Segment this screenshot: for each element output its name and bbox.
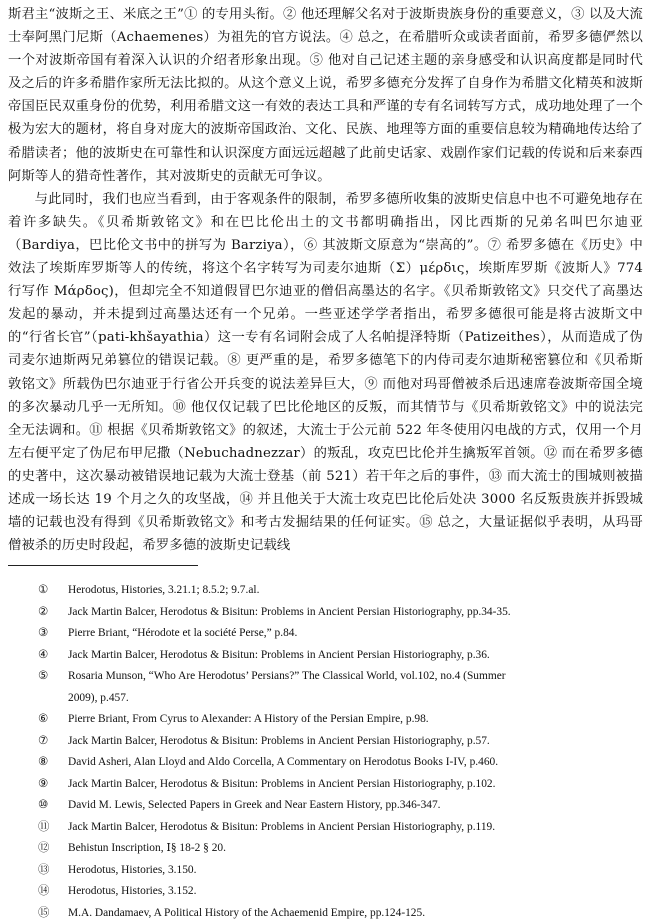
footnotes-list xyxy=(38,580,644,924)
footnote-number: ⑬ xyxy=(38,860,62,882)
footnote-number: ④ xyxy=(38,645,62,667)
footnote xyxy=(38,860,644,882)
footnote xyxy=(38,602,644,624)
footnote xyxy=(38,580,644,602)
footnote-number: ⑥ xyxy=(38,709,62,731)
footnote-text: Jack Martin Balcer, Herodotus & Bisitun: Problems in Ancient Persian Historiography, p.57. xyxy=(68,731,644,753)
footnote xyxy=(38,903,644,924)
footnote-divider xyxy=(8,565,198,566)
footnote-number: ⑧ xyxy=(38,752,62,774)
footnote xyxy=(38,709,644,731)
footnote-number: ⑭ xyxy=(38,881,62,903)
footnote xyxy=(38,881,644,903)
footnote-number: ⑫ xyxy=(38,838,62,860)
footnote-text: Jack Martin Balcer, Herodotus & Bisitun: Problems in Ancient Persian Historiography, p.36. xyxy=(68,645,644,667)
footnote-number: ① xyxy=(38,580,62,602)
footnote-text: Jack Martin Balcer, Herodotus & Bisitun: Problems in Ancient Persian Historiography, pp.34-35. xyxy=(68,602,644,624)
footnote-number: ② xyxy=(38,602,62,624)
footnote xyxy=(38,817,644,839)
footnote-text: David M. Lewis, Selected Papers in Greek and Near Eastern History, pp.346-347. xyxy=(68,795,644,817)
paragraph: 斯君主“波斯之王、米底之王”① 的专用头衔。② 他还理解父名对于波斯贵族身份的重要意义，③ 以及大流士奉阿黑门尼斯（Achaemenes）为祖先的官方说法。④ 总之，在希腊听众或读者面前，希罗多德俨然以一个对波斯帝国有着深入认识的介绍者形象出现。⑤ 他对自己记述主题的亲身感受和认识高度都是同时代及之后的许多希腊作家所无法比拟的。从这个意义上说，希罗多德充分发挥了自身作为希腊文化精英和波斯帝国臣民双重身份的优势，利用希腊文这一有效的表达工具和严谨的专有名词转写方式，成功地处理了一个极为宏大的题材，将自身对庞大的波斯帝国政治、文化、民族、地理等方面的重要信息较为精确地传达给了希腊读者；他的波斯史在可靠性和认识深度方面远远超越了此前史话家、戏剧作家们记载的传说和后来泰西阿斯等人的猎奇性著作，其对波斯史的贡献无可争议。 xyxy=(8,3,643,188)
footnote-number: ⑦ xyxy=(38,731,62,753)
footnote-text: Herodotus, Histories, 3.21.1; 8.5.2; 9.7.al. xyxy=(68,580,644,602)
footnote-text: Rosaria Munson, “Who Are Herodotus’ Persians?” The Classical World, vol.102, no.4 (Summer xyxy=(68,666,644,688)
footnote-text: M.A. Dandamaev, A Political History of the Achaemenid Empire, pp.124-125. xyxy=(68,903,644,924)
footnote-continuation: 2009), p.457. xyxy=(38,688,644,710)
footnote-text: Jack Martin Balcer, Herodotus & Bisitun: Problems in Ancient Persian Historiography, p.102. xyxy=(68,774,644,796)
footnote xyxy=(38,645,644,667)
footnote-text: Herodotus, Histories, 3.152. xyxy=(68,881,644,903)
footnote-text: Jack Martin Balcer, Herodotus & Bisitun: Problems in Ancient Persian Historiography, p.119. xyxy=(68,817,644,839)
footnote-text: Pierre Briant, From Cyrus to Alexander: A History of the Persian Empire, p.98. xyxy=(68,709,644,731)
footnote xyxy=(38,838,644,860)
footnote xyxy=(38,795,644,817)
footnote xyxy=(38,774,644,796)
footnote-number: ⑤ xyxy=(38,666,62,688)
footnote xyxy=(38,731,644,753)
footnote-number: ⑩ xyxy=(38,795,62,817)
footnote-text: Pierre Briant, “Hérodote et la société Perse,” p.84. xyxy=(68,623,644,645)
footnote-number: ⑪ xyxy=(38,817,62,839)
footnote-text: David Asheri, Alan Lloyd and Aldo Corcella, A Commentary on Herodotus Books I-IV, p.460. xyxy=(68,752,644,774)
footnote-text: Herodotus, Histories, 3.150. xyxy=(68,860,644,882)
footnote-text: Behistun Inscription, Ⅰ§ 18-2 § 20. xyxy=(68,838,644,860)
paragraph: 与此同时，我们也应当看到，由于客观条件的限制，希罗多德所收集的波斯史信息中也不可避免地存在着许多缺失。《贝希斯敦铭文》和在巴比伦出土的文书都明确指出，冈比西斯的兄弟名叫巴尔迪亚（Bardiya，巴比伦文书中的拼写为 Barziya），⑥ 其波斯文原意为“崇高的”。⑦ 希罗多德在《历史》中效法了埃斯库罗斯等人的传统，将这个名字转写为司麦尔迪斯（Σ）μέρδις，埃斯库罗斯《波斯人》774 行写作 Μάρδος)，但却完全不知道假冒巴尔迪亚的僧侣高墨达的名字。《贝希斯敦铭文》只交代了高墨达发起的暴动，并未提到过高墨达还有一个兄弟。一些亚述学学者指出，希罗多德很可能是将古波斯文中的“行省长官”（pati-khšayathia）这一专有名词附会成了人名帕提泽特斯（Patizeithes），从而造成了伪司麦尔迪斯两兄弟篡位的错误记载。⑧ 更严重的是，希罗多德笔下的内侍司麦尔迪斯秘密篡位和《贝希斯敦铭文》所载伪巴尔迪亚于行省公开兵变的说法差异巨大，⑨ 而他对玛哥僧被杀后迅速席卷波斯帝国全境的多次暴动几乎一无所知。⑩ 他仅仅记载了巴比伦地区的反叛，而其情节与《贝希斯敦铭文》中的说法完全无法调和。⑪ 根据《贝希斯敦铭文》的叙述，大流士于公元前 522 年冬使用闪电战的方式，仅用一个月左右便平定了伪尼布甲尼撒（Nebuchadnezzar）的叛乱，攻克巴比伦并生擒叛军首领。⑫ 而在希罗多德的史著中，这次暴动被错误地记载为大流士登基（前 521）若干年之后的事件，⑬ 而大流士的围城则被描述成一场长达 19 个月之久的攻坚战，⑭ 并且他关于大流士攻克巴比伦后处决 3000 名反叛贵族并拆毁城墙的记载也没有得到《贝希斯敦铭文》和考古发掘结果的任何证实。⑮ 总之，大量证据似乎表明，从玛哥僧被杀的历史时段起，希罗多德的波斯史记载线 xyxy=(8,188,643,558)
footnote-number: ③ xyxy=(38,623,62,645)
footnote-number: ⑨ xyxy=(38,774,62,796)
footnote xyxy=(38,666,644,688)
footnote xyxy=(38,752,644,774)
footnote xyxy=(38,623,644,645)
footnote-number: ⑮ xyxy=(38,903,62,924)
body-text xyxy=(8,3,643,557)
